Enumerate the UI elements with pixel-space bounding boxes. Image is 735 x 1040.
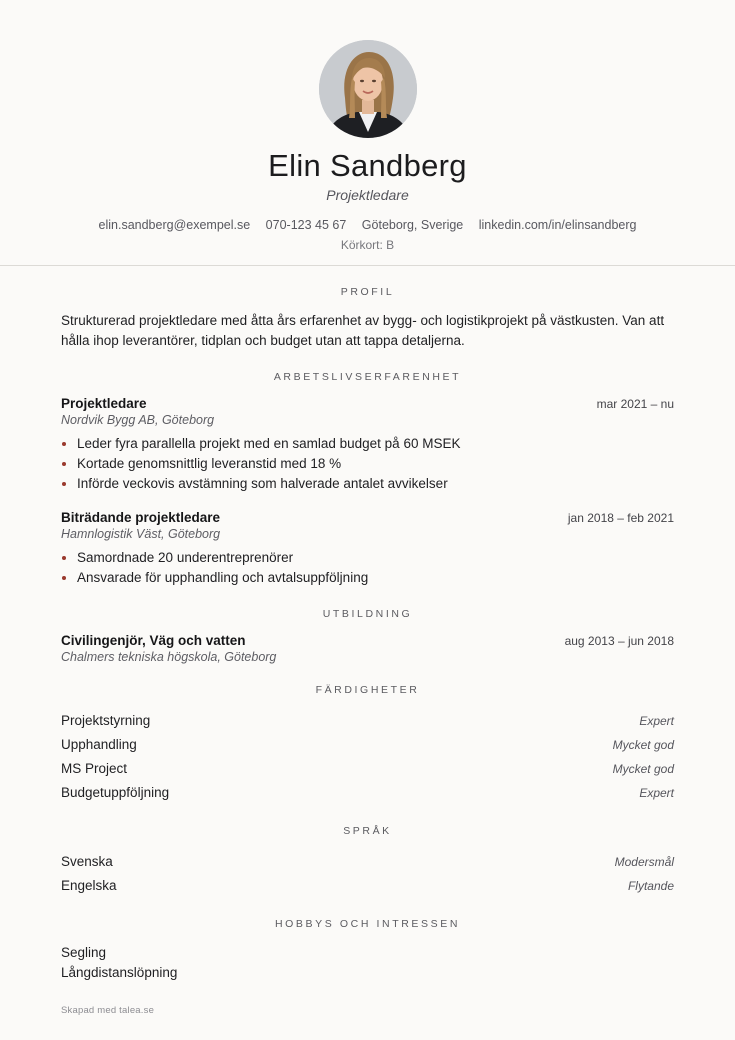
skill-row (61, 781, 674, 805)
job-date: jan 2018 – feb 2021 (567, 511, 674, 525)
bullet-item: Samordnade 20 underentreprenörer (61, 548, 674, 568)
job-title: Biträdande projektledare (61, 510, 221, 525)
language-name: Svenska (61, 854, 113, 869)
email-link[interactable]: elin.sandberg@exempel.se (98, 218, 251, 232)
bullet-item: Införde veckovis avstämning som halverade antalet avvikelser (61, 474, 674, 494)
job-organization: Nordvik Bygg AB, Göteborg (61, 413, 215, 427)
linkedin-link[interactable]: linkedin.com/in/elinsandberg (478, 218, 637, 232)
skill-level: Expert (639, 714, 674, 728)
bullet-item: Leder fyra parallella projekt med en samlad budget på 60 MSEK (61, 434, 674, 454)
job-organization: Hamnlogistik Väst, Göteborg (61, 527, 221, 541)
education-date: aug 2013 – jun 2018 (564, 634, 674, 648)
footer-credit[interactable]: Skapad med talea.se (61, 1005, 155, 1016)
degree-title: Civilingenjör, Väg och vatten (61, 633, 246, 648)
cv-header (0, 0, 735, 253)
contact-line (0, 217, 735, 233)
language-name: Engelska (61, 878, 117, 893)
skill-row (61, 757, 674, 781)
job-entry (61, 510, 674, 588)
section-title-profile: PROFIL (340, 286, 395, 298)
section-title-education: UTBILDNING (322, 608, 413, 620)
section-title-languages: SPRÅK (343, 825, 392, 837)
location: Göteborg, Sverige (361, 218, 464, 232)
bullet-item: Kortade genomsnittlig leveranstid med 18 % (61, 454, 674, 474)
section-title-experience: ARBETSLIVSERFARENHET (273, 371, 462, 383)
language-row (61, 874, 674, 898)
skill-row (61, 709, 674, 733)
language-row (61, 850, 674, 874)
languages-list (61, 850, 674, 898)
education-entry (61, 633, 674, 664)
job-title-subtitle: Projektledare (326, 187, 409, 203)
job-title: Projektledare (61, 396, 147, 411)
profile-text: Strukturerad projektledare med åtta års erfarenhet av bygg- och logistikprojekt på västkusten. Van att hålla ihop leverantörer, tidplan och budget utan att tappa detaljerna. (61, 313, 665, 348)
skill-row (61, 733, 674, 757)
skill-name: MS Project (61, 761, 128, 776)
job-bullets (61, 548, 674, 588)
drivers-license: Körkort: B (340, 238, 395, 252)
person-name: Elin Sandberg (268, 148, 467, 183)
section-title-hobbies: HOBBYS OCH INTRESSEN (274, 918, 461, 930)
skills-list (61, 709, 674, 805)
phone-number[interactable]: 070-123 45 67 (265, 218, 347, 232)
job-entry (61, 396, 674, 494)
skill-name: Budgetuppföljning (61, 785, 170, 800)
hobbies-list (61, 943, 674, 983)
skill-name: Upphandling (61, 737, 137, 752)
hobby-item: Segling (61, 945, 107, 960)
language-level: Modersmål (614, 855, 674, 869)
cv-body (0, 286, 735, 983)
section-title-skills: FÄRDIGHETER (315, 684, 420, 696)
job-bullets (61, 434, 674, 494)
skill-level: Expert (639, 786, 674, 800)
school-name: Chalmers tekniska högskola, Göteborg (61, 650, 277, 664)
header-divider (0, 265, 735, 266)
language-level: Flytande (627, 879, 674, 893)
skill-name: Projektstyrning (61, 713, 151, 728)
skill-level: Mycket god (612, 762, 674, 776)
bullet-item: Ansvarade för upphandling och avtalsuppföljning (61, 568, 674, 588)
profile-photo (319, 40, 417, 138)
job-date: mar 2021 – nu (596, 397, 674, 411)
skill-level: Mycket god (612, 738, 674, 752)
hobby-item: Långdistanslöpning (61, 965, 178, 980)
